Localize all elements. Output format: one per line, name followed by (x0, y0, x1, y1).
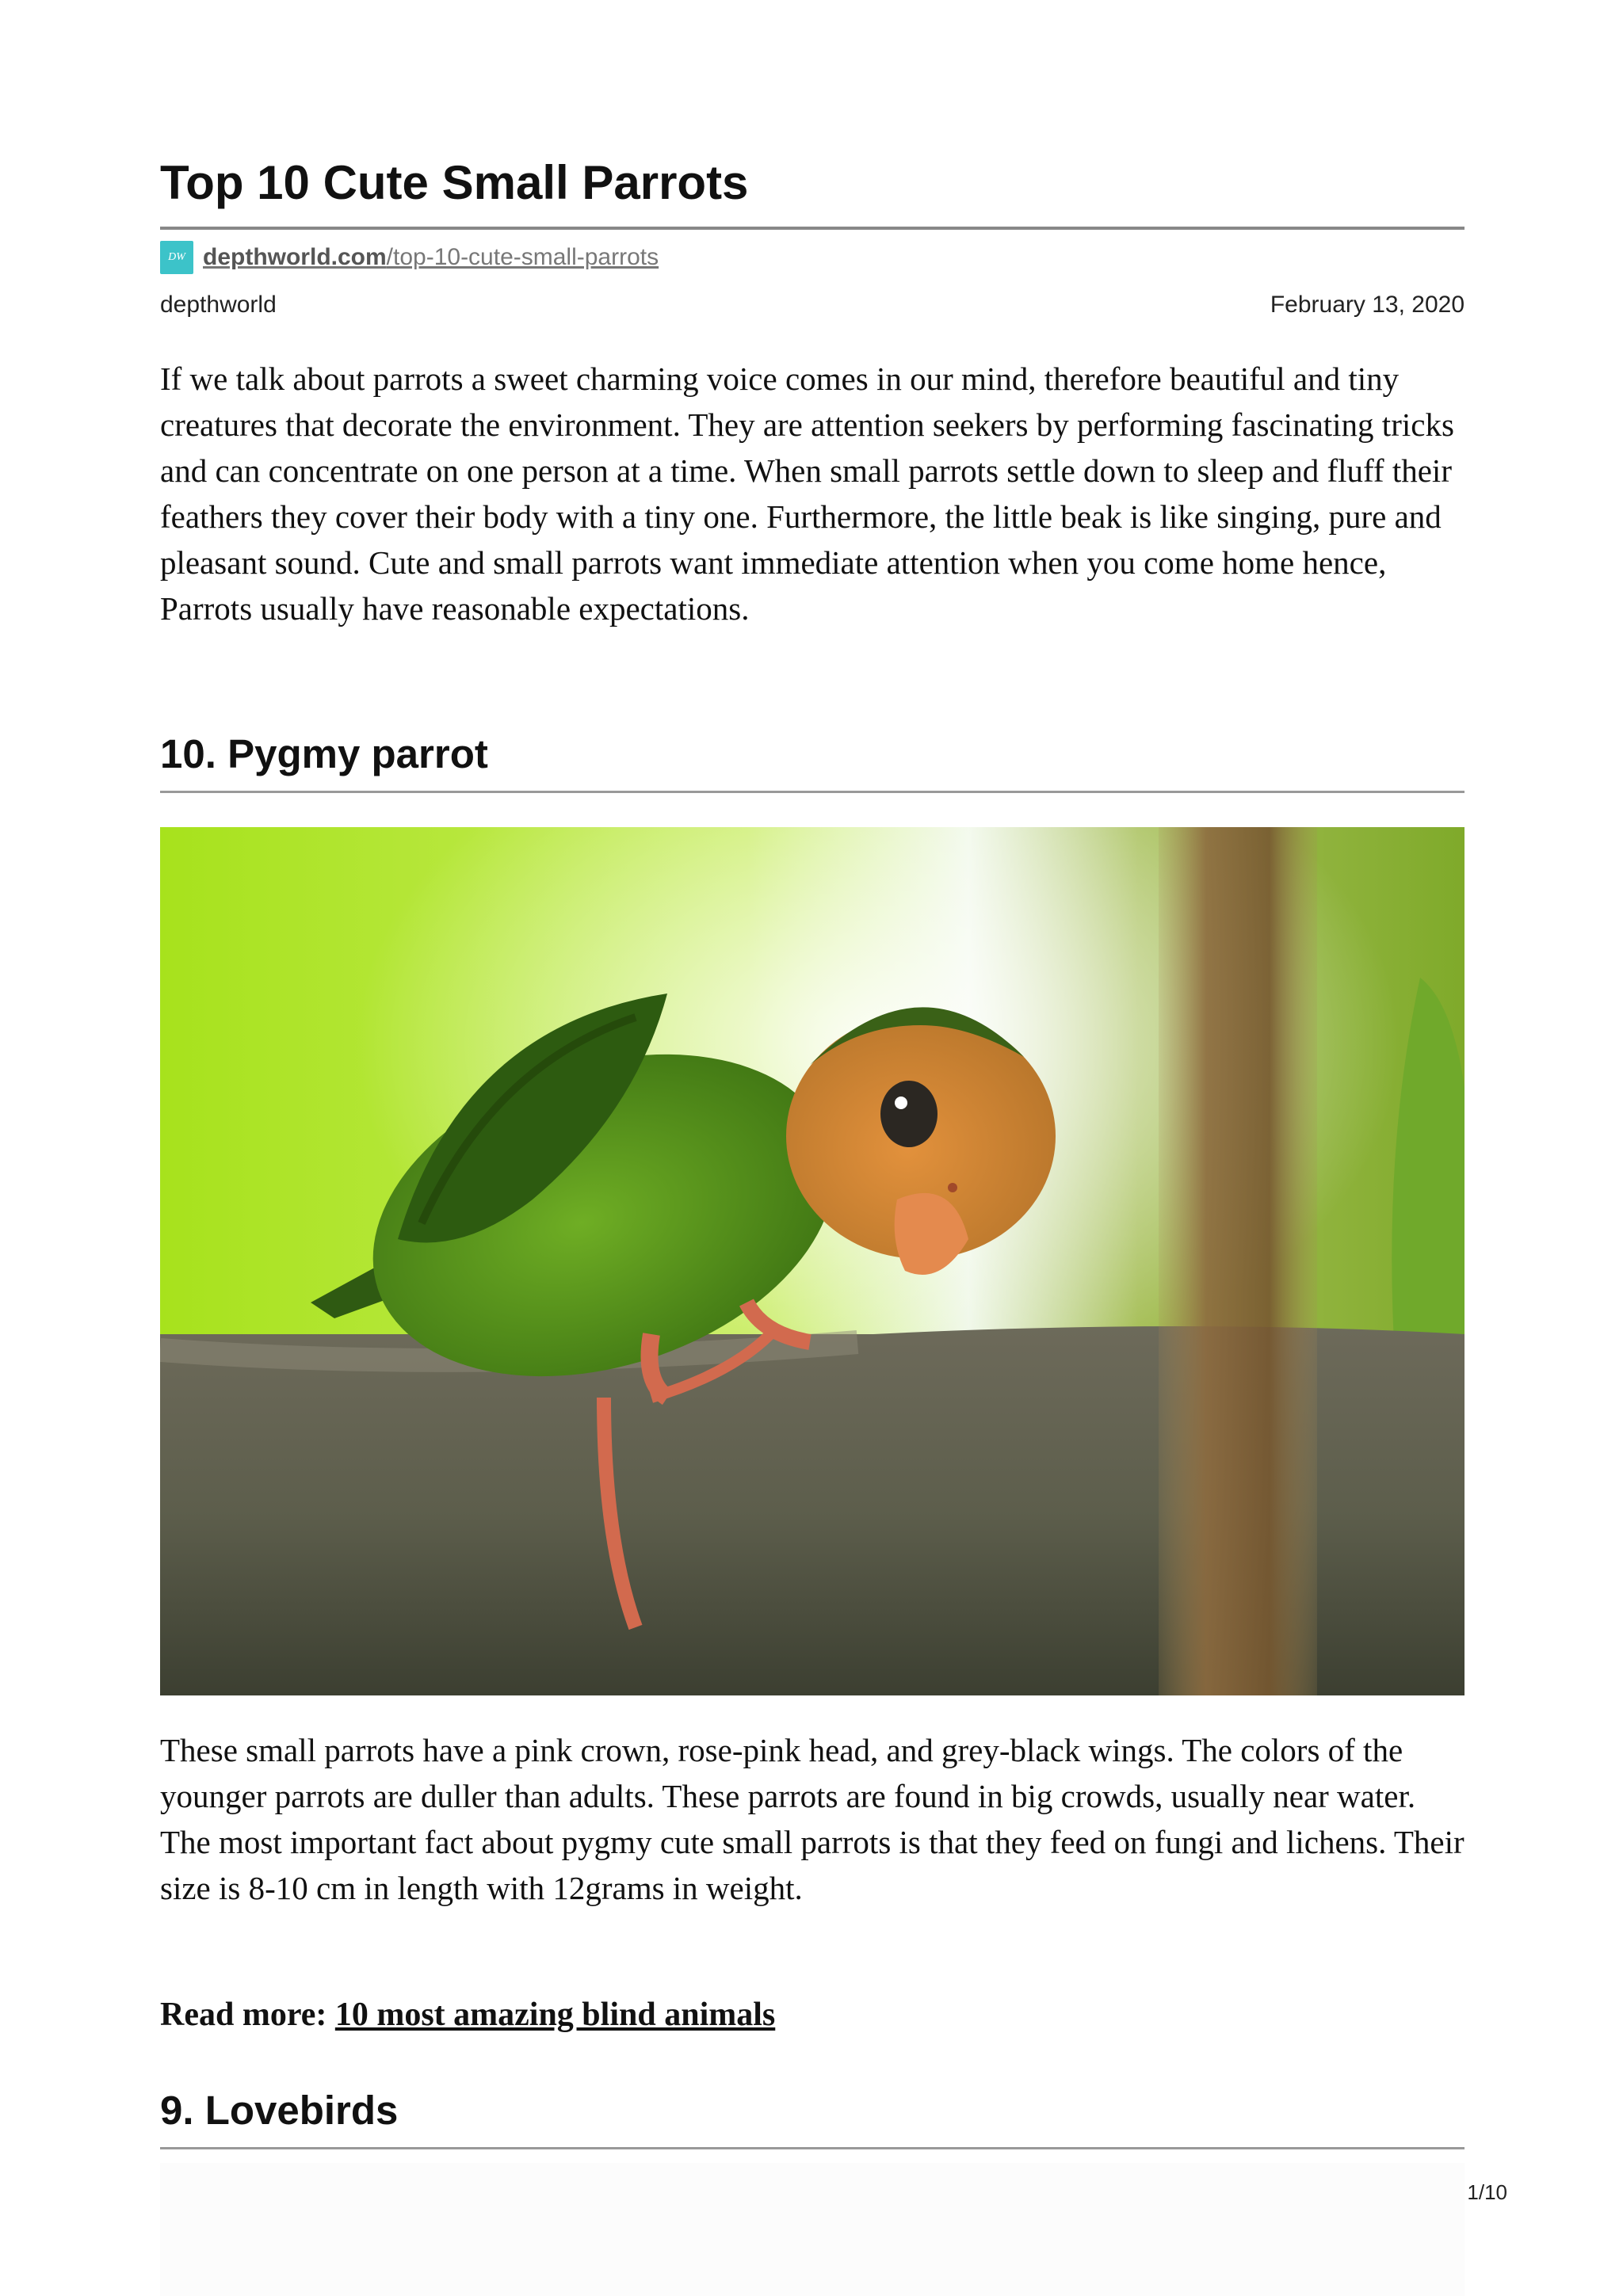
parrot-photo-icon (160, 827, 1465, 1695)
page-number: 1/10 (1467, 2180, 1507, 2204)
article-title-block (160, 155, 1465, 211)
article-title: Top 10 Cute Small Parrots (160, 156, 749, 209)
section-heading-block (160, 730, 1465, 778)
intro-block (160, 356, 1465, 631)
article-date: February 13, 2020 (1270, 292, 1465, 318)
read-more-line (160, 1992, 1465, 2038)
article-author: depthworld (160, 292, 277, 318)
next-image-placeholder (160, 2163, 1465, 2296)
source-url-link[interactable] (203, 244, 659, 271)
pygmy-description-block (160, 1727, 1465, 1911)
read-more-label: Read more: (160, 1997, 327, 2033)
title-divider (160, 227, 1465, 230)
source-line (160, 238, 1465, 277)
section-divider (160, 791, 1465, 793)
pygmy-parrot-photo (160, 827, 1465, 1695)
article-meta (160, 292, 1465, 325)
site-favicon-icon (160, 241, 193, 274)
section-heading-lovebirds: 9. Lovebirds (160, 2088, 399, 2133)
section-divider-2 (160, 2147, 1465, 2149)
intro-paragraph: If we talk about parrots a sweet charming voice comes in our mind, therefore beautiful and tiny creatures that decorate the environment. They are attention seekers by performing fascinating tricks and can concentrate on one person at a time. When small parrots settle down to sleep and fluff their feathers they cover their body with a tiny one. Furthermore, the little beak is like singing, pure and pleasant sound. Cute and small parrots want immediate attention when you come home hence, Parrots usually have reasonable expectations. (160, 360, 1454, 627)
section-heading-pygmy: 10. Pygmy parrot (160, 731, 488, 776)
pygmy-description: These small parrots have a pink crown, rose-pink head, and grey-black wings. The colors of the younger parrots are duller than adults. These parrots are found in big crowds, usually near water. The most important fact about pygmy cute small parrots is that they feed on fungi and lichens. Their size is 8-10 cm in length with 12grams in weight. (160, 1732, 1465, 1906)
read-more-link[interactable]: 10 most amazing blind animals (334, 1997, 776, 2033)
source-domain: depthworld.com (203, 244, 387, 270)
source-path: /top-10-cute-small-parrots (386, 244, 659, 270)
favicon-text: DW (168, 251, 185, 263)
section-heading-block-2 (160, 2087, 1465, 2134)
